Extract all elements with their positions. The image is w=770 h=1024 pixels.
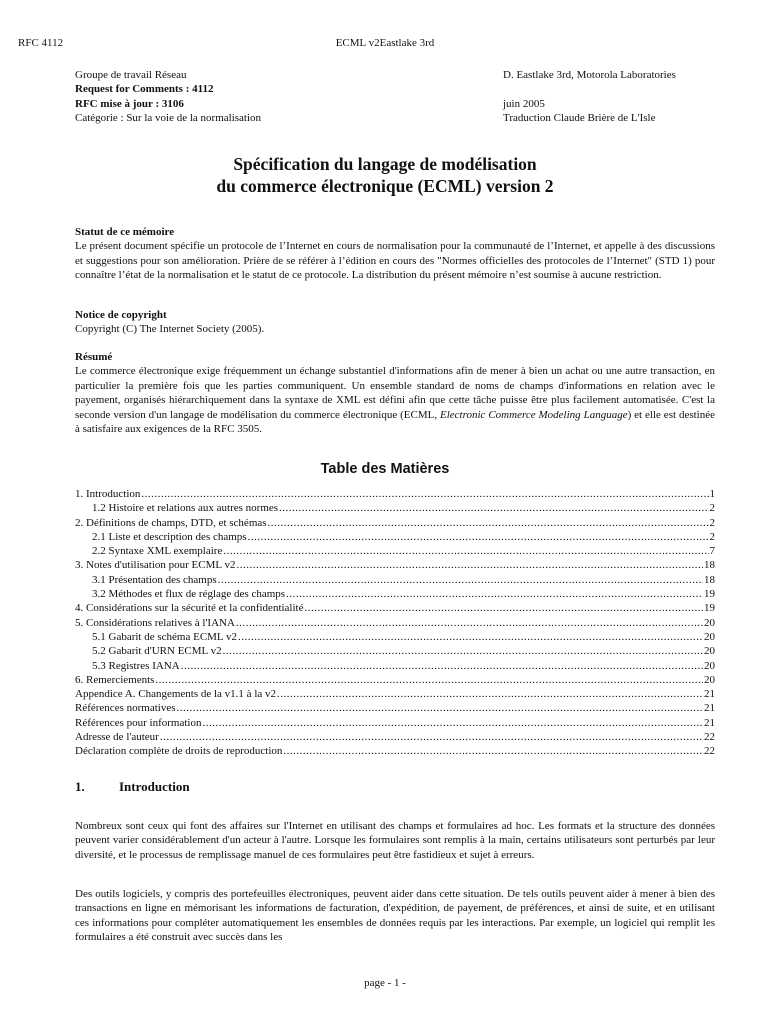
meta-left-block	[75, 68, 495, 126]
toc-entry-label: 2. Définitions de champs, DTD, et schémas	[75, 516, 267, 529]
toc-leader-dots	[286, 587, 703, 601]
toc-entry-label: Adresse de l'auteur	[75, 731, 159, 744]
toc-entry-page: 18	[704, 573, 715, 586]
toc-entry-label: 2.1 Liste et description des champs	[92, 530, 247, 543]
toc-entry-label: 3.1 Présentation des champs	[92, 573, 217, 586]
toc-leader-dots	[238, 630, 703, 644]
toc-entry[interactable]	[75, 516, 715, 530]
meta-category: Catégorie : Sur la voie de la normalisation	[75, 112, 262, 125]
page-number-footer: page - 1 -	[364, 977, 406, 989]
toc-leader-dots	[236, 616, 703, 630]
toc-entry[interactable]	[75, 687, 715, 701]
toc-entry-label: 3. Notes d'utilisation pour ECML v2	[75, 559, 236, 572]
toc-entry-page: 2	[709, 530, 715, 543]
toc-leader-dots	[181, 659, 703, 673]
toc-entry-page: 20	[704, 645, 715, 658]
document-title-line-2: du commerce électronique (ECML) version 2	[216, 176, 554, 196]
meta-blank	[503, 82, 763, 96]
toc-entry-label: 6. Remerciements	[75, 673, 155, 686]
abstract-heading: Résumé	[75, 351, 113, 363]
toc-entry-label: 4. Considérations sur la sécurité et la confidentialité	[75, 602, 304, 615]
toc-entry-label: 5. Considérations relatives à l'IANA	[75, 616, 235, 629]
meta-rfc-number: Request for Comments : 4112	[75, 83, 214, 96]
toc-leader-dots	[268, 516, 709, 530]
toc-entry[interactable]	[75, 744, 715, 758]
toc-leader-dots	[279, 501, 708, 515]
introduction-paragraph-1: Nombreux sont ceux qui font des affaires sur l'Internet en utilisant des champs et formulaires ad hoc. Les formats et la structure des données peuvent varier considérablement d'un acteur à l'autre. Lorsque les formulaires sont remplis à la main, certains utilisateurs sont perturbés par leur diversité, et le processus de remplissage manuel de ces formulaires peut être fastidieux et sujet à erreurs.	[75, 820, 715, 861]
toc-entry-page: 7	[709, 545, 715, 558]
toc-leader-dots	[160, 730, 703, 744]
toc-entry-page: 19	[704, 602, 715, 615]
toc-entry-page: 18	[704, 559, 715, 572]
toc-leader-dots	[202, 716, 703, 730]
copyright-section	[75, 308, 715, 337]
abstract-text-italic: Electronic Commerce Modeling Language	[440, 408, 628, 421]
status-section	[75, 225, 715, 283]
toc-leader-dots	[141, 487, 708, 501]
toc-entry-label: 1.2 Histoire et relations aux autres normes	[92, 502, 279, 515]
status-text: Le présent document spécifie un protocole de l’Internet en cours de normalisation pour la communauté de l’Internet, et appelle à des discussions et suggestions pour son amélioration. Prière de se référer à l’édition en cours des "Normes officielles des protocoles de l’Internet" (STD 1) pour connaître l’état de la normalisation et le statut de ce protocole. La distribution du présent mémoire n’est soumise à aucune restriction.	[75, 240, 715, 282]
toc-entry-label: 1. Introduction	[75, 488, 141, 500]
toc-entry[interactable]	[75, 673, 715, 687]
toc-leader-dots	[248, 530, 709, 544]
toc-leader-dots	[218, 573, 703, 587]
meta-updates: RFC mise à jour : 3106	[75, 97, 184, 110]
abstract-text-start: Le commerce électronique exige fréquemment un échange substantiel d'informations afin de mener à bien un achat ou une autre transaction, en particulier la première fois que les parties communiquent. Un ensemble standard de noms de champs d'informations en relation avec le payement, organisés hiérarchiquement dans la syntaxe de XML est défini afin que cette tâche puisse être plus facilement automatisée. C'est la seconde version d'un langage de modélisation du commerce électronique (ECML,	[75, 365, 715, 421]
toc-entry[interactable]	[75, 530, 715, 544]
copyright-text: Copyright (C) The Internet Society (2005).	[75, 323, 265, 336]
abstract-text-end: ) et elle est destinée à satisfaire aux exigences de la RFC 3505.	[75, 408, 715, 436]
introduction-title: Introduction	[119, 779, 190, 794]
toc-entry[interactable]	[75, 644, 715, 658]
toc-leader-dots	[223, 544, 708, 558]
introduction-heading	[75, 780, 190, 794]
toc-entry-page: 2	[709, 502, 715, 515]
toc-entry-page: 21	[704, 688, 715, 701]
toc-leader-dots	[236, 558, 703, 572]
meta-author: D. Eastlake 3rd, Motorola Laboratories	[503, 69, 676, 81]
toc-title: Table des Matières	[320, 461, 450, 477]
toc-entry-label: 5.3 Registres IANA	[92, 659, 180, 672]
toc-leader-dots	[305, 601, 704, 615]
toc-entry-label: Déclaration complète de droits de reproduction	[75, 745, 283, 758]
toc-entry[interactable]	[75, 544, 715, 558]
toc-entry-page: 20	[704, 659, 715, 672]
toc-entry-page: 20	[704, 673, 715, 686]
toc-entry-page: 21	[704, 702, 715, 715]
toc-leader-dots	[283, 744, 703, 758]
status-heading: Statut de ce mémoire	[75, 226, 175, 238]
document-title-line-1: Spécification du langage de modélisation	[233, 154, 537, 174]
toc-entry-label: Références pour information	[75, 716, 202, 729]
introduction-paragraph-2: Des outils logiciels, y compris des portefeuilles électroniques, peuvent aider dans cette situation. De tels outils peuvent aider à mener à bien des transactions en ligne en mémorisant les informations de facturation, d'expédition, de payement, de préférences, et ainsi de suite, et en utilisant ces informations pour compléter automatiquement les ensembles de données requis par les interactions. Par exemple, un logiciel qui remplit les formulaires a été construit avec succès dans les	[75, 888, 715, 944]
toc-entry-page: 1	[709, 488, 715, 500]
toc-entry[interactable]	[75, 659, 715, 673]
toc-entry-label: Appendice A. Changements de la v1.1 à la v2	[75, 688, 277, 701]
toc-entry[interactable]	[75, 716, 715, 730]
toc-entry-label: 2.2 Syntaxe XML exemplaire	[92, 545, 223, 558]
abstract-section	[75, 350, 715, 436]
toc-entry[interactable]	[75, 630, 715, 644]
toc-entry-page: 21	[704, 716, 715, 729]
meta-right-block	[503, 68, 763, 126]
running-header-title: ECML v2Eastlake 3rd	[335, 37, 435, 49]
toc-leader-dots	[277, 687, 703, 701]
toc-entry-page: 20	[704, 630, 715, 643]
toc-entry[interactable]	[75, 730, 715, 744]
meta-date: juin 2005	[503, 97, 545, 110]
toc-entry-label: 5.2 Gabarit d'URN ECML v2	[92, 645, 222, 658]
toc-entry-label: 3.2 Méthodes et flux de réglage des champs	[92, 588, 286, 601]
introduction-number: 1.	[75, 779, 85, 794]
toc-leader-dots	[223, 644, 703, 658]
toc-entry-page: 19	[704, 588, 715, 601]
toc-entry-label: 5.1 Gabarit de schéma ECML v2	[92, 630, 237, 643]
document-title	[0, 153, 770, 197]
toc-entry[interactable]	[75, 487, 715, 501]
toc-entry-page: 22	[704, 745, 715, 758]
abstract-text	[75, 364, 715, 436]
meta-translator: Traduction Claude Brière de L'Isle	[503, 112, 656, 125]
toc-entry-label: Références normatives	[75, 702, 176, 715]
toc-entry-page: 2	[709, 516, 715, 529]
toc-leader-dots	[176, 701, 703, 715]
table-of-contents	[75, 487, 715, 759]
toc-entry[interactable]	[75, 587, 715, 601]
toc-leader-dots	[155, 673, 703, 687]
toc-entry[interactable]	[75, 601, 715, 615]
meta-working-group: Groupe de travail Réseau	[75, 69, 187, 81]
toc-entry[interactable]	[75, 558, 715, 572]
running-header-rfc-number: RFC 4112	[18, 37, 64, 49]
toc-entry-page: 22	[704, 731, 715, 744]
copyright-heading: Notice de copyright	[75, 309, 167, 321]
toc-entry[interactable]	[75, 701, 715, 715]
toc-entry[interactable]	[75, 573, 715, 587]
toc-entry-page: 20	[704, 616, 715, 629]
toc-entry[interactable]	[75, 501, 715, 515]
toc-entry[interactable]	[75, 616, 715, 630]
